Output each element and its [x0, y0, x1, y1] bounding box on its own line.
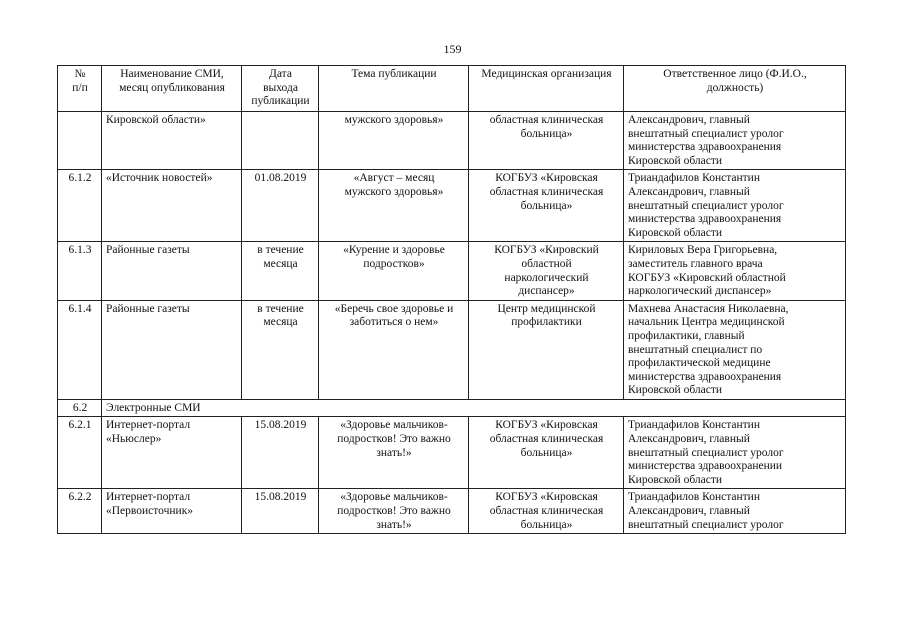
media-name-cell: Интернет-портал «Первоисточник» — [102, 489, 242, 534]
table-row — [58, 489, 846, 534]
publication-date-cell: в течение месяца — [242, 300, 319, 399]
publication-topic-cell: «Август – месяц мужского здоровья» — [319, 170, 469, 242]
publication-topic-cell: «Беречь свое здоровье и заботиться о нем» — [319, 300, 469, 399]
responsible-person-cell: Махнева Анастасия Николаевна, начальник Центра медицинской профилактики, главный внештатный специалист по профилактической медицине министерства здравоохранения Кировской области — [624, 300, 846, 399]
row-number-cell: 6.1.3 — [58, 242, 102, 300]
publication-date-cell: 15.08.2019 — [242, 489, 319, 534]
responsible-person-cell: Триандафилов Константин Александрович, главный внештатный специалист уролог — [624, 489, 846, 534]
publication-topic-cell: «Здоровье мальчиков- подростков! Это важно знать!» — [319, 489, 469, 534]
table-header-row — [58, 66, 846, 112]
header-date: Дата выхода публикации — [242, 66, 319, 112]
page-number: 159 — [443, 42, 462, 56]
section-number: 6.2 — [58, 399, 102, 417]
table-row — [58, 170, 846, 242]
section-row — [58, 399, 846, 417]
medical-organization-cell: Центр медицинской профилактики — [469, 300, 624, 399]
table-body-part2 — [58, 417, 846, 534]
table-body-part1 — [58, 112, 846, 400]
publications-table — [57, 65, 846, 534]
publication-topic-cell: «Курение и здоровье подростков» — [319, 242, 469, 300]
table-row — [58, 417, 846, 489]
publication-date-cell: 01.08.2019 — [242, 170, 319, 242]
publication-date-cell — [242, 112, 319, 170]
row-number-cell: 6.2.1 — [58, 417, 102, 489]
media-name-cell: Кировской области» — [102, 112, 242, 170]
responsible-person-cell: Триандафилов Константин Александрович, главный внештатный специалист уролог министерства здравоохранения Кировской области — [624, 170, 846, 242]
table-row — [58, 112, 846, 170]
header-organization: Медицинская организация — [469, 66, 624, 112]
table-row — [58, 300, 846, 399]
responsible-person-cell: Александрович, главный внештатный специалист уролог министерства здравоохранения Кировской области — [624, 112, 846, 170]
medical-organization-cell: КОГБУЗ «Кировская областная клиническая больница» — [469, 489, 624, 534]
media-name-cell: Районные газеты — [102, 300, 242, 399]
medical-organization-cell: КОГБУЗ «Кировская областная клиническая больница» — [469, 417, 624, 489]
section-body — [58, 399, 846, 417]
media-name-cell: Интернет-портал «Ньюслер» — [102, 417, 242, 489]
table-row — [58, 242, 846, 300]
row-number-cell — [58, 112, 102, 170]
media-name-cell: Районные газеты — [102, 242, 242, 300]
row-number-cell: 6.2.2 — [58, 489, 102, 534]
row-number-cell: 6.1.2 — [58, 170, 102, 242]
medical-organization-cell: областная клиническая больница» — [469, 112, 624, 170]
header-topic: Тема публикации — [319, 66, 469, 112]
medical-organization-cell: КОГБУЗ «Кировская областная клиническая больница» — [469, 170, 624, 242]
publication-date-cell: 15.08.2019 — [242, 417, 319, 489]
header-responsible: Ответственное лицо (Ф.И.О., должность) — [624, 66, 846, 112]
row-number-cell: 6.1.4 — [58, 300, 102, 399]
media-name-cell: «Источник новостей» — [102, 170, 242, 242]
header-number: № п/п — [58, 66, 102, 112]
section-title: Электронные СМИ — [102, 399, 846, 417]
medical-organization-cell: КОГБУЗ «Кировский областной наркологический диспансер» — [469, 242, 624, 300]
responsible-person-cell: Триандафилов Константин Александрович, главный внештатный специалист уролог министерства здравоохранении Кировской области — [624, 417, 846, 489]
publication-topic-cell: «Здоровье мальчиков- подростков! Это важно знать!» — [319, 417, 469, 489]
header-media: Наименование СМИ, месяц опубликования — [102, 66, 242, 112]
responsible-person-cell: Кириловых Вера Григорьевна, заместитель главного врача КОГБУЗ «Кировский областной наркологический диспансер» — [624, 242, 846, 300]
publication-date-cell: в течение месяца — [242, 242, 319, 300]
publication-topic-cell: мужского здоровья» — [319, 112, 469, 170]
